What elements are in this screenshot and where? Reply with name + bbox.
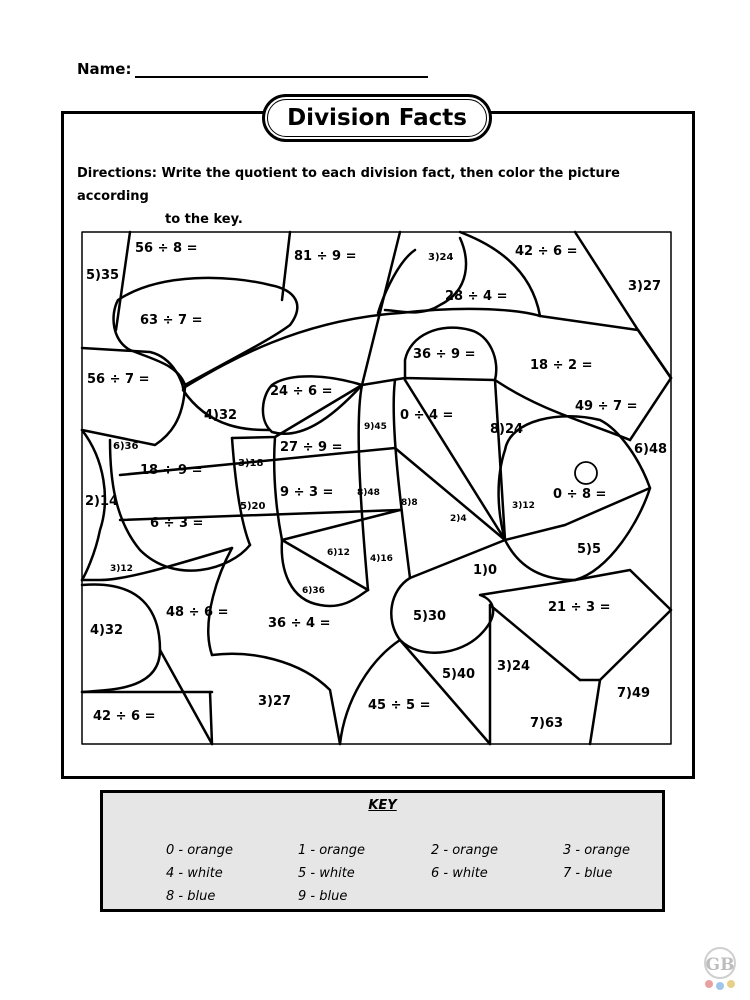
fact: 3)12 — [512, 501, 535, 511]
key-item: 0 - orange — [166, 843, 233, 858]
key-item: 7 - blue — [563, 866, 613, 881]
fact: 7)63 — [530, 716, 564, 731]
fact: 0 ÷ 4 = — [400, 408, 454, 423]
fact: 28 ÷ 4 = — [445, 289, 508, 304]
fact: 6)48 — [634, 442, 668, 457]
fact: 27 ÷ 9 = — [280, 440, 343, 455]
svg-text:GB: GB — [705, 955, 735, 975]
fact: 56 ÷ 8 = — [135, 241, 198, 256]
fact: 81 ÷ 9 = — [294, 249, 357, 264]
fact: 63 ÷ 7 = — [140, 313, 203, 328]
key-item: 9 - blue — [298, 889, 348, 904]
directions-line-1: Directions: Write the quotient to each division fact, then color the picture according — [77, 166, 620, 204]
fact: 49 ÷ 7 = — [575, 399, 638, 414]
fact: 36 ÷ 4 = — [268, 616, 331, 631]
fact: 18 ÷ 9 = — [140, 463, 203, 478]
fact: 42 ÷ 6 = — [515, 244, 578, 259]
fact: 7)49 — [617, 686, 651, 701]
color-key-box — [100, 790, 665, 912]
fact: 5)5 — [577, 542, 602, 557]
fact: 8)8 — [401, 498, 418, 508]
key-item: 2 - orange — [431, 843, 498, 858]
fact: 3)24 — [428, 252, 454, 263]
fact: 8)48 — [357, 488, 380, 498]
fact: 4)16 — [370, 554, 393, 564]
fact: 6)36 — [113, 441, 139, 452]
fact: 5)30 — [413, 609, 447, 624]
key-item: 1 - orange — [298, 843, 365, 858]
key-title: KEY — [368, 798, 397, 813]
fact: 4)32 — [204, 408, 238, 423]
fact: 6 ÷ 3 = — [150, 516, 204, 531]
fact: 21 ÷ 3 = — [548, 600, 611, 615]
fact: 2)14 — [85, 494, 119, 509]
fact: 56 ÷ 7 = — [87, 372, 150, 387]
gb-logo-icon — [700, 945, 740, 990]
fact: 36 ÷ 9 = — [413, 347, 476, 362]
fact: 8)24 — [490, 422, 524, 437]
fact: 9 ÷ 3 = — [280, 485, 334, 500]
fact: 5)20 — [240, 501, 266, 512]
key-item: 5 - white — [298, 866, 355, 881]
fact: 24 ÷ 6 = — [270, 384, 333, 399]
fact: 9)45 — [364, 422, 387, 432]
key-item: 4 - white — [166, 866, 223, 881]
fact: 3)24 — [497, 659, 531, 674]
fact: 0 ÷ 8 = — [553, 487, 607, 502]
name-label: Name: — [77, 60, 132, 78]
key-item: 6 - white — [431, 866, 488, 881]
fact: 45 ÷ 5 = — [368, 698, 431, 713]
fact: 3)27 — [628, 279, 662, 294]
fact: 3)12 — [110, 564, 133, 574]
fact: 3)27 — [258, 694, 292, 709]
fact: 5)40 — [442, 667, 476, 682]
fact: 42 ÷ 6 = — [93, 709, 156, 724]
page-title: Division Facts — [287, 105, 467, 131]
fact: 2)4 — [450, 514, 467, 524]
fact: 5)35 — [86, 268, 120, 283]
key-item: 8 - blue — [166, 889, 216, 904]
fact: 48 ÷ 6 = — [166, 605, 229, 620]
fact: 6)12 — [327, 548, 350, 558]
fact: 4)32 — [90, 623, 124, 638]
key-item: 3 - orange — [563, 843, 630, 858]
fact: 6)36 — [302, 586, 325, 596]
fact: 3)18 — [238, 458, 264, 469]
fact: 1)0 — [473, 563, 498, 578]
fact: 18 ÷ 2 = — [530, 358, 593, 373]
directions-line-2: to the key. — [165, 212, 243, 227]
